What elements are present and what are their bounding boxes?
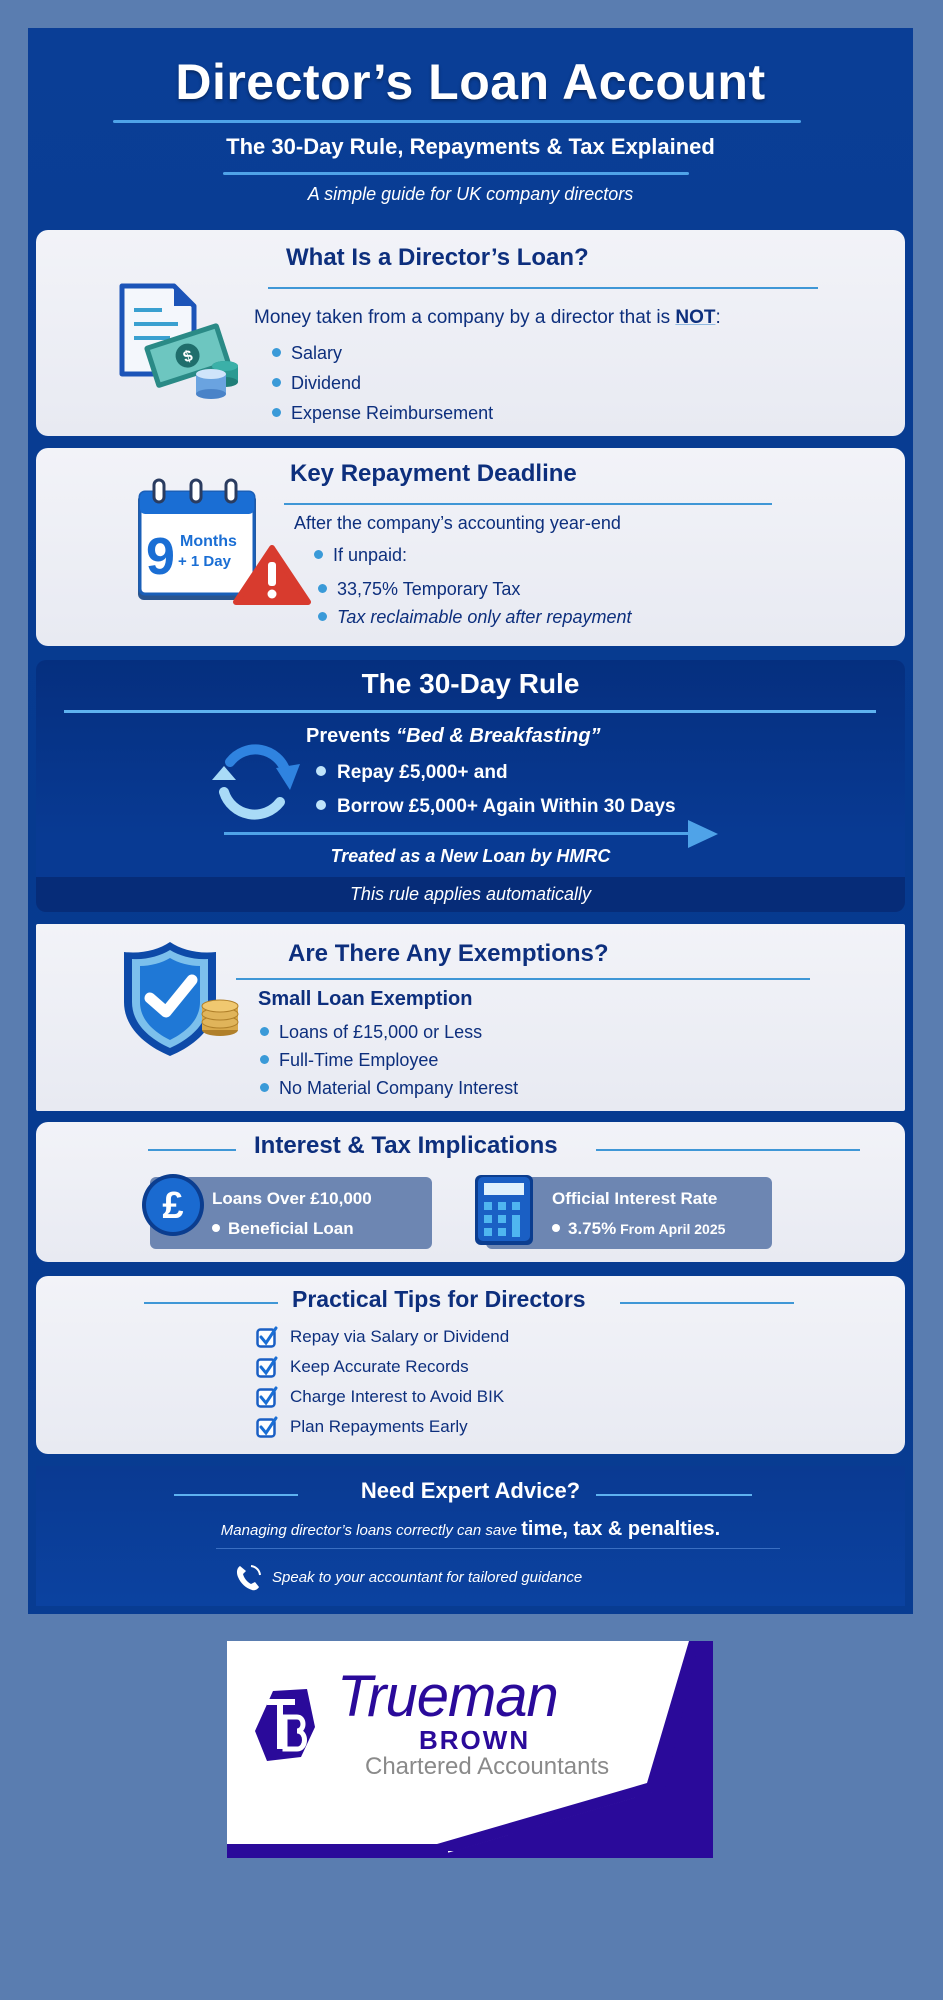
svg-text:£: £	[162, 1185, 184, 1227]
what-is-divider	[268, 287, 818, 289]
logo-name2: BROWN	[419, 1725, 531, 1755]
title-divider	[113, 120, 801, 123]
thirty-day-subtitle: Prevents “Bed & Breakfasting”	[306, 725, 601, 747]
warning-icon	[232, 544, 312, 606]
what-is-card	[36, 230, 905, 436]
cta-phone: Speak to your accountant for tailored guidance	[234, 1562, 582, 1592]
interest-rate-title: Official Interest Rate	[552, 1189, 718, 1208]
thirty-day-rule-section	[36, 660, 905, 912]
deadline-item: If unpaid:	[314, 545, 407, 566]
tb-monogram-icon	[251, 1687, 317, 1763]
calculator-icon	[474, 1174, 534, 1246]
exemptions-title: Are There Any Exemptions?	[288, 940, 609, 967]
checkbox-checked-icon	[256, 1386, 278, 1408]
svg-text:$: $	[181, 347, 195, 367]
exemptions-card	[36, 924, 905, 1111]
subtitle-divider	[223, 172, 689, 175]
interest-rate-sub: 3.75% From April 2025	[552, 1219, 725, 1239]
thirty-day-title: The 30-Day Rule	[361, 668, 580, 699]
arrow-right-icon	[688, 820, 718, 848]
logo-name: Trueman	[337, 1664, 558, 1729]
loans-over-title: Loans Over £10,000	[212, 1189, 372, 1208]
deadline-card	[36, 448, 905, 646]
deadline-item: 33,75% Temporary Tax	[318, 579, 520, 600]
what-is-title: What Is a Director’s Loan?	[286, 244, 589, 271]
exemption-item: Loans of £15,000 or Less	[260, 1022, 482, 1043]
svg-text:Months: Months	[180, 533, 237, 550]
document-money-icon	[116, 282, 246, 400]
tips-divider-left	[144, 1302, 278, 1304]
checkbox-checked-icon	[256, 1326, 278, 1348]
deadline-title: Key Repayment Deadline	[290, 460, 577, 487]
interest-divider-left	[148, 1149, 236, 1151]
tips-title: Practical Tips for Directors	[292, 1286, 586, 1312]
thirty-day-divider	[64, 710, 876, 713]
tip-item: Plan Repayments Early	[256, 1416, 468, 1438]
exemption-item: No Material Company Interest	[260, 1078, 518, 1099]
phone-icon	[234, 1562, 264, 1592]
company-logo	[227, 1641, 713, 1858]
deadline-item: Tax reclaimable only after repayment	[318, 607, 631, 628]
refresh-cycle-icon	[208, 742, 302, 822]
tip-item: Keep Accurate Records	[256, 1356, 469, 1378]
what-is-item: Dividend	[272, 373, 361, 394]
exemptions-divider	[236, 978, 810, 980]
deadline-intro: After the company’s accounting year-end	[294, 513, 621, 533]
interest-title: Interest & Tax Implications	[254, 1132, 558, 1159]
shield-check-icon	[120, 938, 240, 1058]
cta-underline	[216, 1548, 780, 1549]
loans-over-sub: Beneficial Loan	[212, 1219, 354, 1239]
thirty-day-footer: This rule applies automatically	[36, 877, 905, 912]
cta-text: Managing director’s loans correctly can save time, tax & penalties.	[220, 1518, 721, 1540]
svg-text:+ 1 Day: + 1 Day	[178, 553, 231, 570]
logo-tagline: Chartered Accountants	[365, 1753, 610, 1780]
thirty-day-treated: Treated as a New Loan by HMRC	[330, 846, 611, 866]
header	[28, 28, 913, 228]
infographic-frame	[28, 28, 913, 1614]
interest-card	[36, 1122, 905, 1262]
checkbox-checked-icon	[256, 1416, 278, 1438]
thirty-day-item: Borrow £5,000+ Again Within 30 Days	[316, 796, 676, 818]
what-is-intro: Money taken from a company by a director that is NOT:	[254, 307, 721, 328]
cta-title: Need Expert Advice?	[360, 1478, 581, 1503]
not-emphasis: NOT	[675, 307, 716, 328]
deadline-divider	[284, 503, 772, 505]
exemption-item: Full-Time Employee	[260, 1050, 438, 1071]
checkbox-checked-icon	[256, 1356, 278, 1378]
what-is-item: Expense Reimbursement	[272, 403, 493, 424]
tips-card	[36, 1276, 905, 1454]
page-subtitle: The 30-Day Rule, Repayments & Tax Explained	[226, 134, 715, 159]
interest-divider-right	[596, 1149, 860, 1151]
cta-section	[36, 1466, 905, 1606]
page-title: Director’s Loan Account	[175, 54, 766, 110]
page-tagline: A simple guide for UK company directors	[307, 184, 634, 204]
pound-icon	[140, 1172, 206, 1238]
svg-text:9: 9	[146, 528, 175, 586]
arrow-line	[224, 832, 694, 835]
tip-item: Repay via Salary or Dividend	[256, 1326, 509, 1348]
exemptions-subtitle: Small Loan Exemption	[258, 988, 473, 1010]
thirty-day-item: Repay £5,000+ and	[316, 762, 508, 784]
what-is-item: Salary	[272, 343, 342, 364]
cta-divider-right	[596, 1494, 752, 1496]
tips-divider-right	[620, 1302, 794, 1304]
tip-item: Charge Interest to Avoid BIK	[256, 1386, 504, 1408]
